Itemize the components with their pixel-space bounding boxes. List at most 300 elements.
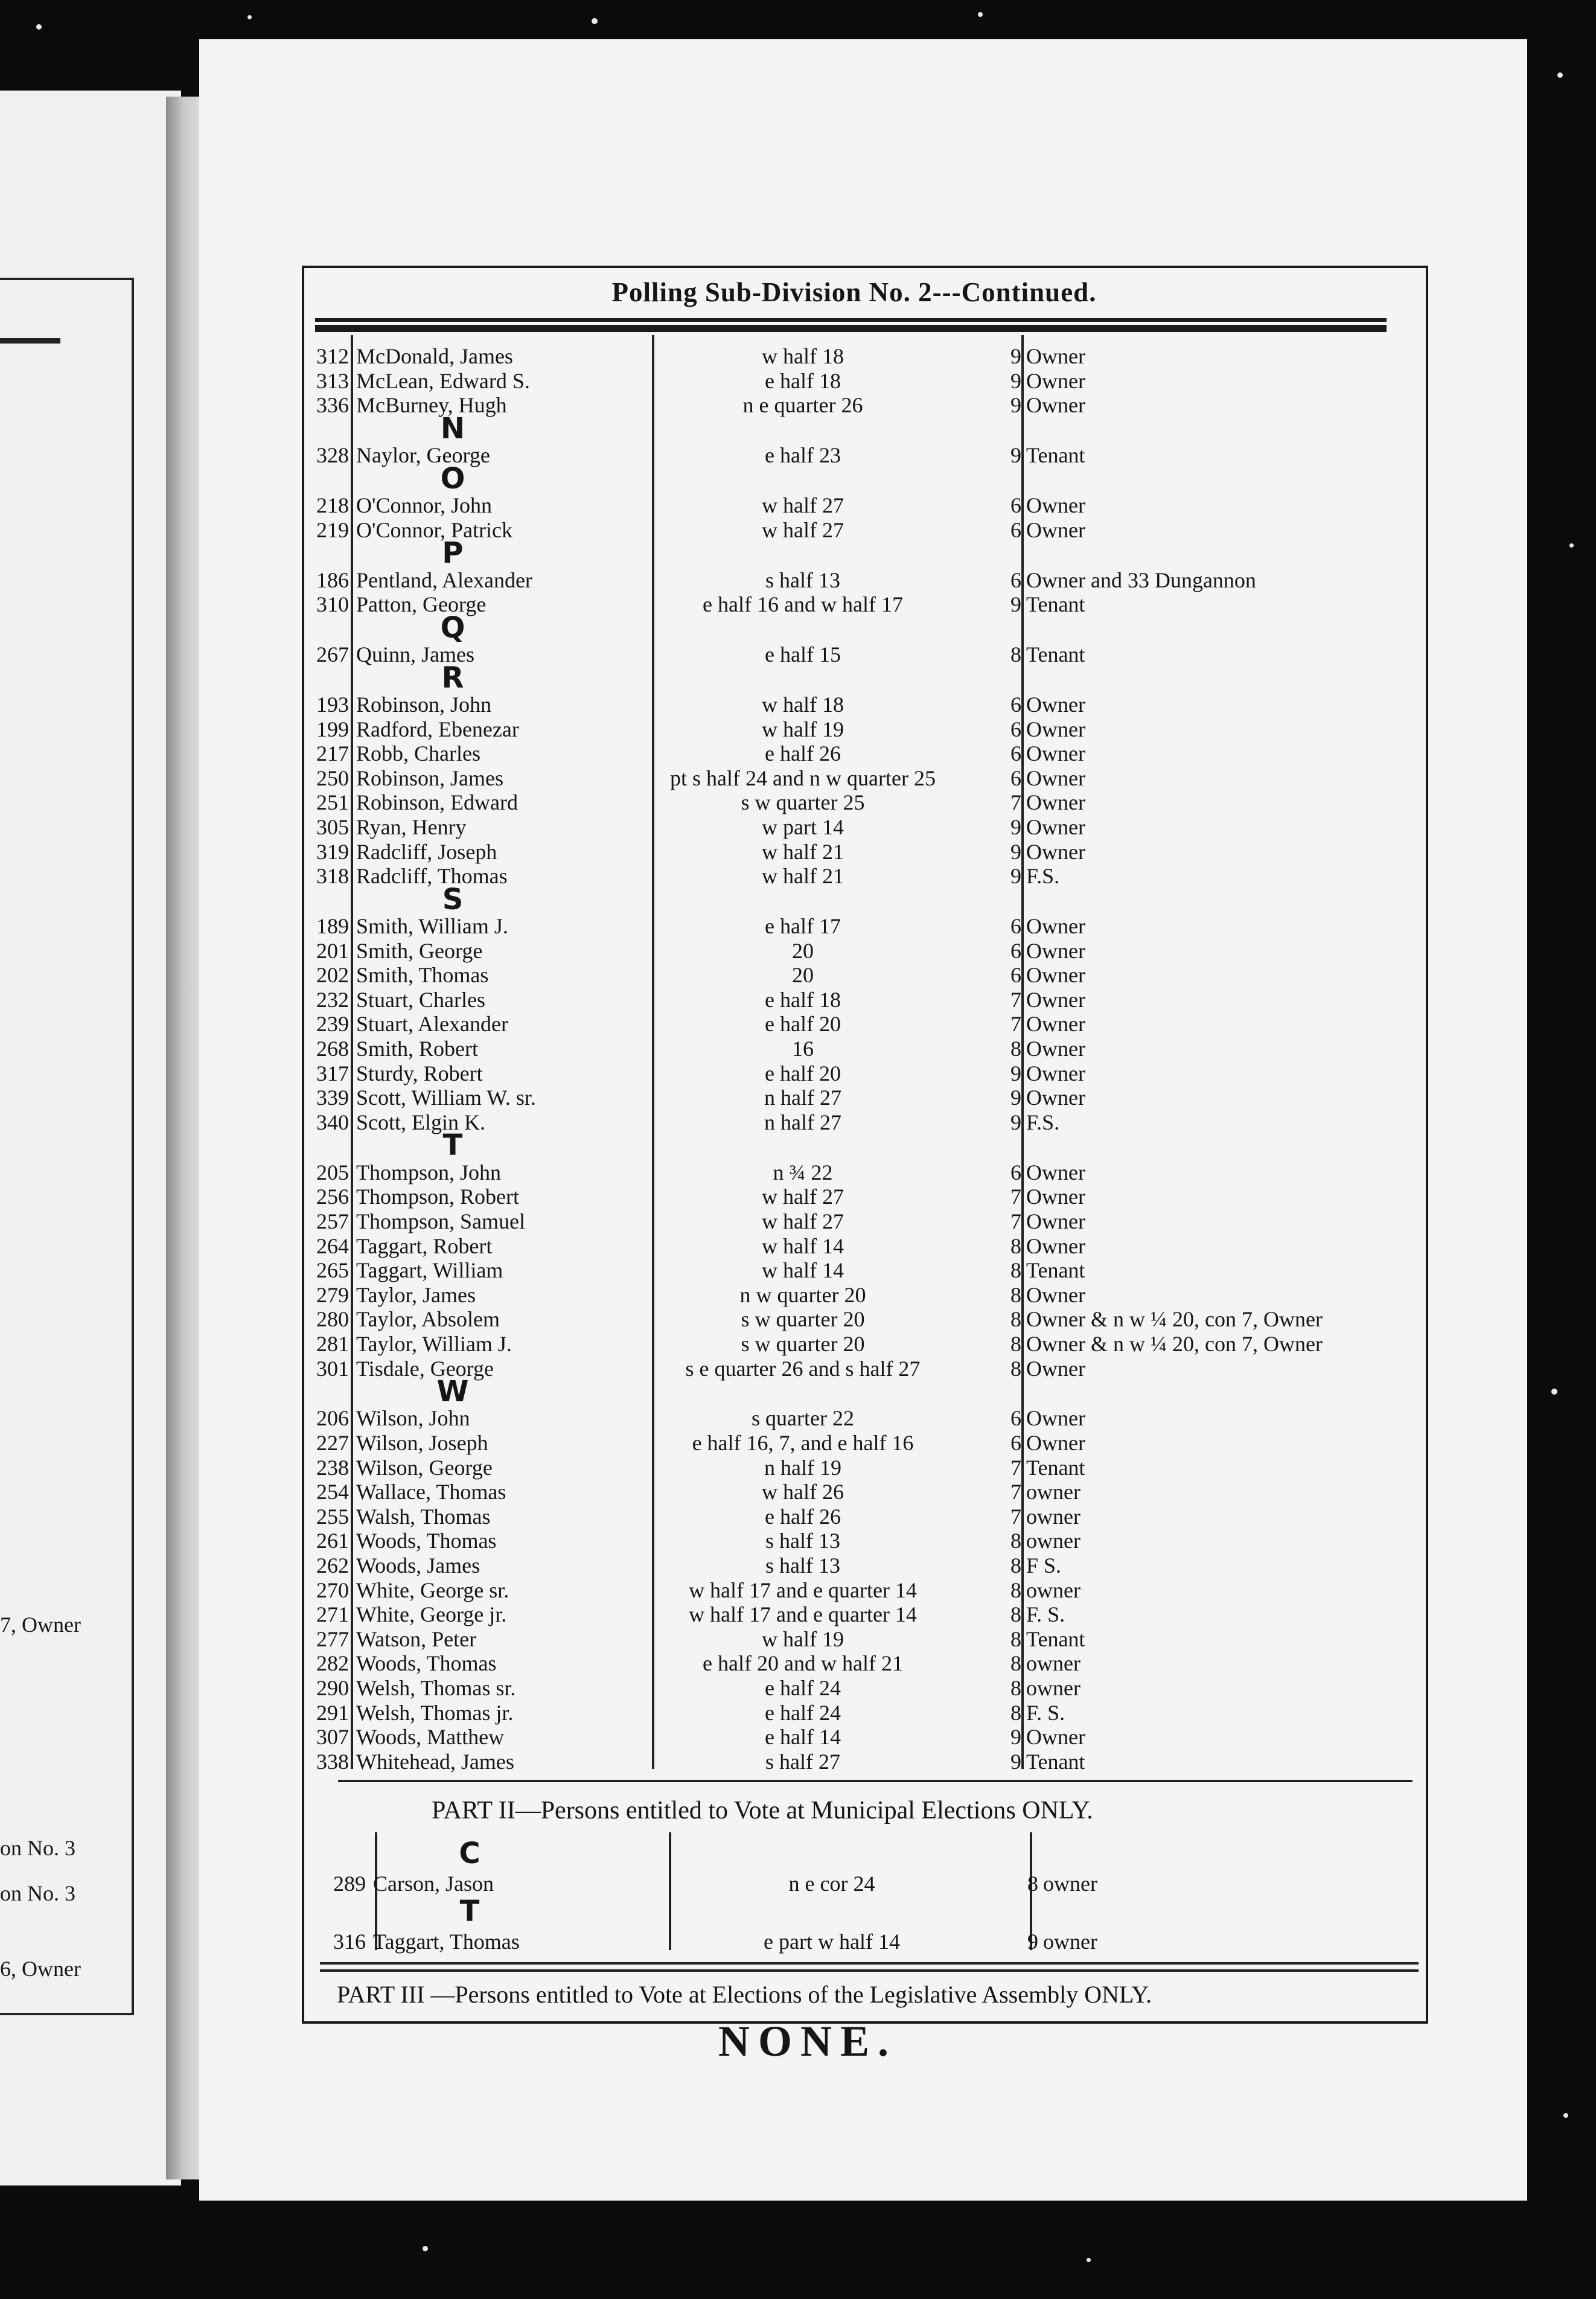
entry-number: 338 bbox=[316, 1749, 349, 1774]
lot-description: n e cor 24 bbox=[788, 1872, 875, 1896]
concession-number: 7 bbox=[1010, 987, 1021, 1012]
concession-number: 7 bbox=[1010, 1209, 1021, 1233]
speck bbox=[1563, 2113, 1568, 2118]
voter-name: Pentland, Alexander bbox=[356, 568, 532, 592]
voter-row bbox=[0, 1701, 1596, 1725]
section-letter: C bbox=[459, 1837, 480, 1870]
part-rule bbox=[320, 1969, 1419, 1972]
voter-status: owner bbox=[1026, 1529, 1080, 1553]
concession-number: 6 bbox=[1010, 1160, 1021, 1185]
entry-number: 193 bbox=[316, 692, 349, 717]
voter-name: Whitehead, James bbox=[356, 1749, 514, 1774]
voter-row bbox=[0, 815, 1596, 839]
voter-status: owner bbox=[1026, 1676, 1080, 1700]
entry-number: 201 bbox=[316, 938, 349, 963]
voter-status: Owner bbox=[1026, 1282, 1085, 1307]
concession-number: 9 bbox=[1010, 1725, 1021, 1750]
concession-number: 8 bbox=[1010, 1578, 1021, 1602]
facing-page-fragment: 6, Owner bbox=[0, 1957, 81, 1981]
lot-description: n e quarter 26 bbox=[742, 393, 863, 418]
voter-name: Welsh, Thomas jr. bbox=[356, 1700, 514, 1725]
voter-row bbox=[0, 1061, 1596, 1086]
lot-description: w half 26 bbox=[762, 1480, 844, 1504]
lot-description: s e quarter 26 and s half 27 bbox=[685, 1356, 921, 1381]
entry-number: 271 bbox=[316, 1602, 349, 1627]
voter-row bbox=[0, 1602, 1596, 1626]
concession-number: 8 bbox=[1027, 1872, 1038, 1896]
concession-number: 6 bbox=[1010, 1406, 1021, 1431]
concession-number: 6 bbox=[1010, 493, 1021, 517]
lot-description: w half 17 and e quarter 14 bbox=[689, 1602, 917, 1627]
title-rule bbox=[315, 318, 1387, 322]
entry-number: 282 bbox=[316, 1651, 349, 1676]
voter-row bbox=[0, 1160, 1596, 1185]
voter-status: owner bbox=[1043, 1872, 1097, 1896]
section-letter: S bbox=[442, 882, 464, 916]
concession-number: 8 bbox=[1010, 1700, 1021, 1725]
voter-status: Owner bbox=[1026, 963, 1085, 988]
concession-number: 9 bbox=[1027, 1930, 1038, 1954]
voter-row bbox=[0, 1529, 1596, 1553]
entry-number: 265 bbox=[316, 1258, 349, 1283]
entry-number: 227 bbox=[316, 1431, 349, 1455]
voter-name: Taylor, James bbox=[356, 1282, 476, 1307]
voter-status: Owner bbox=[1026, 1012, 1085, 1037]
concession-number: 6 bbox=[1010, 766, 1021, 790]
voter-status: Owner bbox=[1026, 741, 1085, 766]
voter-name: Carson, Jason bbox=[373, 1872, 494, 1896]
concession-number: 7 bbox=[1010, 1455, 1021, 1480]
voter-row bbox=[0, 493, 1596, 517]
voter-row bbox=[0, 766, 1596, 790]
concession-number: 8 bbox=[1010, 1529, 1021, 1553]
voter-status: Owner bbox=[1026, 814, 1085, 839]
voter-name: McBurney, Hugh bbox=[356, 393, 507, 418]
voter-row bbox=[0, 939, 1596, 963]
concession-number: 6 bbox=[1010, 517, 1021, 542]
speck bbox=[592, 18, 598, 24]
lot-description: s quarter 22 bbox=[752, 1406, 854, 1431]
voter-row bbox=[0, 518, 1596, 542]
voter-name: Thompson, Robert bbox=[356, 1185, 519, 1209]
voter-row bbox=[0, 1725, 1596, 1749]
voter-name: Taggart, Robert bbox=[356, 1233, 493, 1258]
voter-row bbox=[0, 1456, 1596, 1480]
concession-number: 9 bbox=[1010, 839, 1021, 864]
lot-description: e half 18 bbox=[765, 368, 841, 393]
voter-row bbox=[0, 717, 1596, 741]
voter-status: Owner bbox=[1026, 1086, 1085, 1110]
voter-row bbox=[0, 1553, 1596, 1578]
entry-number: 205 bbox=[316, 1160, 349, 1185]
voter-row bbox=[0, 988, 1596, 1012]
voter-name: Smith, William J. bbox=[356, 914, 508, 938]
lot-description: w half 18 bbox=[762, 692, 844, 717]
concession-number: 8 bbox=[1010, 1258, 1021, 1283]
voter-status: Tenant bbox=[1026, 1455, 1085, 1480]
lot-description: s half 13 bbox=[765, 1553, 840, 1578]
voter-row bbox=[0, 1234, 1596, 1258]
voter-name: Radcliff, Thomas bbox=[356, 864, 508, 889]
voter-name: Scott, Elgin K. bbox=[356, 1110, 485, 1134]
lot-description: 16 bbox=[792, 1037, 814, 1061]
voter-status: Owner bbox=[1026, 1209, 1085, 1233]
speck bbox=[1087, 2258, 1091, 2262]
entry-number: 268 bbox=[316, 1037, 349, 1061]
voter-status: Owner bbox=[1026, 790, 1085, 815]
lot-description: w half 14 bbox=[762, 1258, 844, 1283]
concession-number: 8 bbox=[1010, 1331, 1021, 1356]
concession-number: 9 bbox=[1010, 443, 1021, 468]
entry-number: 301 bbox=[316, 1356, 349, 1381]
lot-description: w half 27 bbox=[762, 1185, 844, 1209]
lot-description: e part w half 14 bbox=[764, 1930, 900, 1954]
voter-status: Owner & n w ¼ 20, con 7, Owner bbox=[1026, 1307, 1323, 1332]
voter-row bbox=[0, 692, 1596, 717]
section-letter: P bbox=[442, 536, 464, 571]
entry-number: 339 bbox=[316, 1086, 349, 1110]
entry-number: 251 bbox=[316, 790, 349, 815]
entry-number: 261 bbox=[316, 1529, 349, 1553]
voter-row bbox=[0, 1627, 1596, 1651]
lot-description: e half 16 and w half 17 bbox=[703, 592, 903, 617]
title-rule bbox=[315, 325, 1387, 332]
voter-name: Sturdy, Robert bbox=[356, 1061, 483, 1086]
entry-number: 256 bbox=[316, 1185, 349, 1209]
voter-status: F.S. bbox=[1026, 864, 1060, 889]
entry-number: 206 bbox=[316, 1406, 349, 1431]
voter-row bbox=[0, 1357, 1596, 1381]
voter-row bbox=[0, 840, 1596, 864]
voter-name: White, George sr. bbox=[356, 1578, 509, 1602]
lot-description: e half 23 bbox=[765, 443, 841, 468]
voter-row bbox=[0, 1930, 1596, 1954]
concession-number: 9 bbox=[1010, 814, 1021, 839]
lot-description: w half 19 bbox=[762, 717, 844, 741]
voter-row bbox=[0, 1037, 1596, 1061]
part-rule bbox=[338, 1780, 1412, 1782]
voter-status: Tenant bbox=[1026, 592, 1085, 617]
section-letter: T bbox=[459, 1895, 480, 1928]
section-letter: W bbox=[436, 1375, 469, 1409]
voter-row bbox=[0, 1185, 1596, 1209]
concession-number: 7 bbox=[1010, 1480, 1021, 1504]
entry-number: 186 bbox=[316, 568, 349, 592]
voter-name: Taggart, Thomas bbox=[373, 1930, 520, 1954]
entry-number: 291 bbox=[316, 1700, 349, 1725]
voter-name: Scott, William W. sr. bbox=[356, 1086, 536, 1110]
entry-number: 317 bbox=[316, 1061, 349, 1086]
voter-status: Owner bbox=[1026, 692, 1085, 717]
voter-row bbox=[0, 864, 1596, 888]
lot-description: e half 18 bbox=[765, 987, 841, 1012]
voter-row bbox=[0, 1676, 1596, 1700]
speck bbox=[423, 2246, 428, 2251]
lot-description: s w quarter 20 bbox=[741, 1307, 865, 1332]
entry-number: 232 bbox=[316, 987, 349, 1012]
speck bbox=[1551, 1389, 1557, 1395]
speck bbox=[36, 24, 42, 30]
voter-status: Owner bbox=[1026, 517, 1085, 542]
lot-description: e half 20 and w half 21 bbox=[703, 1651, 903, 1676]
voter-name: Thompson, Samuel bbox=[356, 1209, 525, 1233]
facing-page-rule bbox=[0, 338, 60, 344]
entry-number: 289 bbox=[333, 1872, 366, 1896]
voter-name: Woods, Thomas bbox=[356, 1651, 497, 1676]
voter-row bbox=[0, 344, 1596, 368]
page-title: Polling Sub-Division No. 2---Continued. bbox=[611, 277, 1097, 307]
entry-number: 281 bbox=[316, 1331, 349, 1356]
concession-number: 9 bbox=[1010, 393, 1021, 418]
voter-status: Owner bbox=[1026, 1233, 1085, 1258]
lot-description: n half 27 bbox=[764, 1110, 841, 1134]
voter-name: Walsh, Thomas bbox=[356, 1504, 491, 1529]
voter-name: O'Connor, Patrick bbox=[356, 517, 513, 542]
lot-description: pt s half 24 and n w quarter 25 bbox=[670, 766, 936, 790]
voter-name: Woods, Matthew bbox=[356, 1725, 505, 1750]
concession-number: 6 bbox=[1010, 1431, 1021, 1455]
concession-number: 8 bbox=[1010, 1282, 1021, 1307]
voter-row bbox=[0, 741, 1596, 766]
voter-name: Watson, Peter bbox=[356, 1626, 477, 1651]
concession-number: 9 bbox=[1010, 344, 1021, 368]
concession-number: 9 bbox=[1010, 1749, 1021, 1774]
voter-name: Smith, George bbox=[356, 938, 483, 963]
concession-number: 9 bbox=[1010, 1110, 1021, 1134]
concession-number: 8 bbox=[1010, 1356, 1021, 1381]
voter-status: Tenant bbox=[1026, 1626, 1085, 1651]
voter-name: Woods, James bbox=[356, 1553, 480, 1578]
voter-row bbox=[0, 1750, 1596, 1774]
lot-description: w half 19 bbox=[762, 1626, 844, 1651]
lot-description: w half 27 bbox=[762, 1209, 844, 1233]
concession-number: 9 bbox=[1010, 592, 1021, 617]
voter-status: Tenant bbox=[1026, 443, 1085, 468]
voter-row bbox=[0, 1480, 1596, 1504]
voter-name: Woods, Thomas bbox=[356, 1529, 497, 1553]
concession-number: 9 bbox=[1010, 1061, 1021, 1086]
voter-status: F S. bbox=[1026, 1553, 1062, 1578]
voter-status: Owner bbox=[1026, 1725, 1085, 1750]
voter-status: Owner bbox=[1026, 368, 1085, 393]
concession-number: 9 bbox=[1010, 1086, 1021, 1110]
voter-row bbox=[0, 1283, 1596, 1307]
concession-number: 6 bbox=[1010, 938, 1021, 963]
speck bbox=[978, 12, 983, 17]
lot-description: w half 18 bbox=[762, 344, 844, 368]
concession-number: 8 bbox=[1010, 1676, 1021, 1700]
lot-description: e half 24 bbox=[765, 1676, 841, 1700]
concession-number: 6 bbox=[1010, 717, 1021, 741]
part-rule bbox=[320, 1962, 1419, 1965]
lot-description: s w quarter 25 bbox=[741, 790, 865, 815]
voter-name: Taylor, William J. bbox=[356, 1331, 512, 1356]
voter-row bbox=[0, 1307, 1596, 1331]
voter-row bbox=[0, 914, 1596, 938]
voter-name: Robinson, James bbox=[356, 766, 504, 790]
voter-row bbox=[0, 642, 1596, 667]
lot-description: n half 19 bbox=[764, 1455, 841, 1480]
lot-description: e half 20 bbox=[765, 1061, 841, 1086]
voter-status: Tenant bbox=[1026, 1749, 1085, 1774]
voter-status: F.S. bbox=[1026, 1110, 1060, 1134]
voter-row bbox=[0, 1110, 1596, 1134]
voter-name: Robinson, Edward bbox=[356, 790, 518, 815]
lot-description: n ¾ 22 bbox=[773, 1160, 833, 1185]
part-iii-none: NONE. bbox=[718, 2017, 898, 2065]
voter-status: Owner bbox=[1026, 1061, 1085, 1086]
voter-status: Owner bbox=[1026, 1185, 1085, 1209]
voter-status: Owner and 33 Dungannon bbox=[1026, 568, 1256, 592]
concession-number: 8 bbox=[1010, 1602, 1021, 1627]
voter-status: Tenant bbox=[1026, 642, 1085, 667]
entry-number: 290 bbox=[316, 1676, 349, 1700]
concession-number: 6 bbox=[1010, 914, 1021, 938]
concession-number: 8 bbox=[1010, 1651, 1021, 1676]
voter-status: Owner bbox=[1026, 717, 1085, 741]
voter-name: Taggart, William bbox=[356, 1258, 503, 1283]
voter-status: Owner bbox=[1026, 1037, 1085, 1061]
entry-number: 312 bbox=[316, 344, 349, 368]
voter-name: Smith, Robert bbox=[356, 1037, 479, 1061]
voter-row bbox=[0, 1504, 1596, 1529]
lot-description: e half 16, 7, and e half 16 bbox=[692, 1431, 914, 1455]
entry-number: 307 bbox=[316, 1725, 349, 1750]
lot-description: 20 bbox=[792, 963, 814, 988]
entry-number: 257 bbox=[316, 1209, 349, 1233]
section-letter: O bbox=[440, 461, 465, 496]
lot-description: w half 17 and e quarter 14 bbox=[689, 1578, 917, 1602]
voter-status: Owner bbox=[1026, 344, 1085, 368]
voter-status: Owner bbox=[1026, 938, 1085, 963]
lot-description: e half 17 bbox=[765, 914, 841, 938]
concession-number: 9 bbox=[1010, 864, 1021, 889]
lot-description: s half 13 bbox=[765, 1529, 840, 1553]
voter-name: Radcliff, Joseph bbox=[356, 839, 497, 864]
voter-name: Wilson, Joseph bbox=[356, 1431, 488, 1455]
voter-row bbox=[0, 790, 1596, 814]
entry-number: 250 bbox=[316, 766, 349, 790]
entry-number: 202 bbox=[316, 963, 349, 988]
lot-description: w half 27 bbox=[762, 517, 844, 542]
lot-description: e half 20 bbox=[765, 1012, 841, 1037]
voter-name: O'Connor, John bbox=[356, 493, 493, 517]
entry-number: 199 bbox=[316, 717, 349, 741]
lot-description: s half 13 bbox=[765, 568, 840, 592]
voter-status: Owner bbox=[1026, 1160, 1085, 1185]
concession-number: 9 bbox=[1010, 368, 1021, 393]
voter-row bbox=[0, 1431, 1596, 1455]
voter-row bbox=[0, 1872, 1596, 1896]
voter-name: Wallace, Thomas bbox=[356, 1480, 506, 1504]
lot-description: n half 27 bbox=[764, 1086, 841, 1110]
voter-row bbox=[0, 592, 1596, 616]
entry-number: 316 bbox=[333, 1930, 366, 1954]
lot-description: e half 24 bbox=[765, 1700, 841, 1725]
facing-page-fragment: on No. 3 bbox=[0, 1881, 75, 1905]
lot-description: e half 26 bbox=[765, 1504, 841, 1529]
voter-row bbox=[0, 393, 1596, 417]
part-ii-heading: PART II—Persons entitled to Vote at Municipal Elections ONLY. bbox=[432, 1797, 1093, 1824]
voter-name: Tisdale, George bbox=[356, 1356, 494, 1381]
voter-name: Stuart, Alexander bbox=[356, 1012, 508, 1037]
voter-name: Robb, Charles bbox=[356, 741, 480, 766]
speck bbox=[1557, 72, 1563, 78]
voter-status: Owner bbox=[1026, 766, 1085, 790]
voter-row bbox=[0, 1086, 1596, 1110]
part-iii-heading: PART III —Persons entitled to Vote at Elections of the Legislative Assembly ONLY. bbox=[337, 1981, 1152, 2008]
entry-number: 267 bbox=[316, 642, 349, 667]
concession-number: 6 bbox=[1010, 741, 1021, 766]
lot-description: w half 14 bbox=[762, 1233, 844, 1258]
concession-number: 6 bbox=[1010, 568, 1021, 592]
voter-name: White, George jr. bbox=[356, 1602, 507, 1627]
voter-row bbox=[0, 963, 1596, 987]
voter-name: Taylor, Absolem bbox=[356, 1307, 500, 1332]
lot-description: w half 21 bbox=[762, 839, 844, 864]
voter-name: Stuart, Charles bbox=[356, 987, 485, 1012]
entry-number: 238 bbox=[316, 1455, 349, 1480]
entry-number: 336 bbox=[316, 393, 349, 418]
concession-number: 8 bbox=[1010, 1233, 1021, 1258]
concession-number: 7 bbox=[1010, 1504, 1021, 1529]
section-letter: R bbox=[441, 660, 464, 695]
voter-name: Welsh, Thomas sr. bbox=[356, 1676, 516, 1700]
entry-number: 219 bbox=[316, 517, 349, 542]
entry-number: 280 bbox=[316, 1307, 349, 1332]
entry-number: 340 bbox=[316, 1110, 349, 1134]
voter-status: F. S. bbox=[1026, 1602, 1065, 1627]
voter-status: owner bbox=[1026, 1480, 1080, 1504]
lot-description: w part 14 bbox=[762, 814, 844, 839]
entry-number: 310 bbox=[316, 592, 349, 617]
voter-name: Wilson, George bbox=[356, 1455, 493, 1480]
concession-number: 6 bbox=[1010, 692, 1021, 717]
lot-description: s half 27 bbox=[765, 1749, 840, 1774]
voter-name: Naylor, George bbox=[356, 443, 490, 468]
entry-number: 270 bbox=[316, 1578, 349, 1602]
concession-number: 7 bbox=[1010, 1012, 1021, 1037]
voter-status: Owner bbox=[1026, 914, 1085, 938]
entry-number: 217 bbox=[316, 741, 349, 766]
lot-description: s w quarter 20 bbox=[741, 1331, 865, 1356]
entry-number: 318 bbox=[316, 864, 349, 889]
concession-number: 7 bbox=[1010, 790, 1021, 815]
entry-number: 313 bbox=[316, 368, 349, 393]
speck bbox=[1569, 543, 1574, 548]
voter-row bbox=[0, 1651, 1596, 1675]
speck bbox=[247, 15, 252, 19]
entry-number: 279 bbox=[316, 1282, 349, 1307]
voter-row bbox=[0, 1209, 1596, 1233]
lot-description: n w quarter 20 bbox=[739, 1282, 866, 1307]
concession-number: 8 bbox=[1010, 1037, 1021, 1061]
entry-number: 254 bbox=[316, 1480, 349, 1504]
voter-status: Owner bbox=[1026, 1406, 1085, 1431]
voter-status: owner bbox=[1026, 1651, 1080, 1676]
voter-row bbox=[0, 1258, 1596, 1282]
lot-description: w half 21 bbox=[762, 864, 844, 889]
entry-number: 218 bbox=[316, 493, 349, 517]
voter-name: Smith, Thomas bbox=[356, 963, 489, 988]
lot-description: e half 26 bbox=[765, 741, 841, 766]
section-letter: Q bbox=[440, 610, 465, 645]
voter-name: Radford, Ebenezar bbox=[356, 717, 519, 741]
voter-status: Owner bbox=[1026, 493, 1085, 517]
entry-number: 239 bbox=[316, 1012, 349, 1037]
voter-status: owner bbox=[1043, 1930, 1097, 1954]
voter-row bbox=[0, 1332, 1596, 1356]
